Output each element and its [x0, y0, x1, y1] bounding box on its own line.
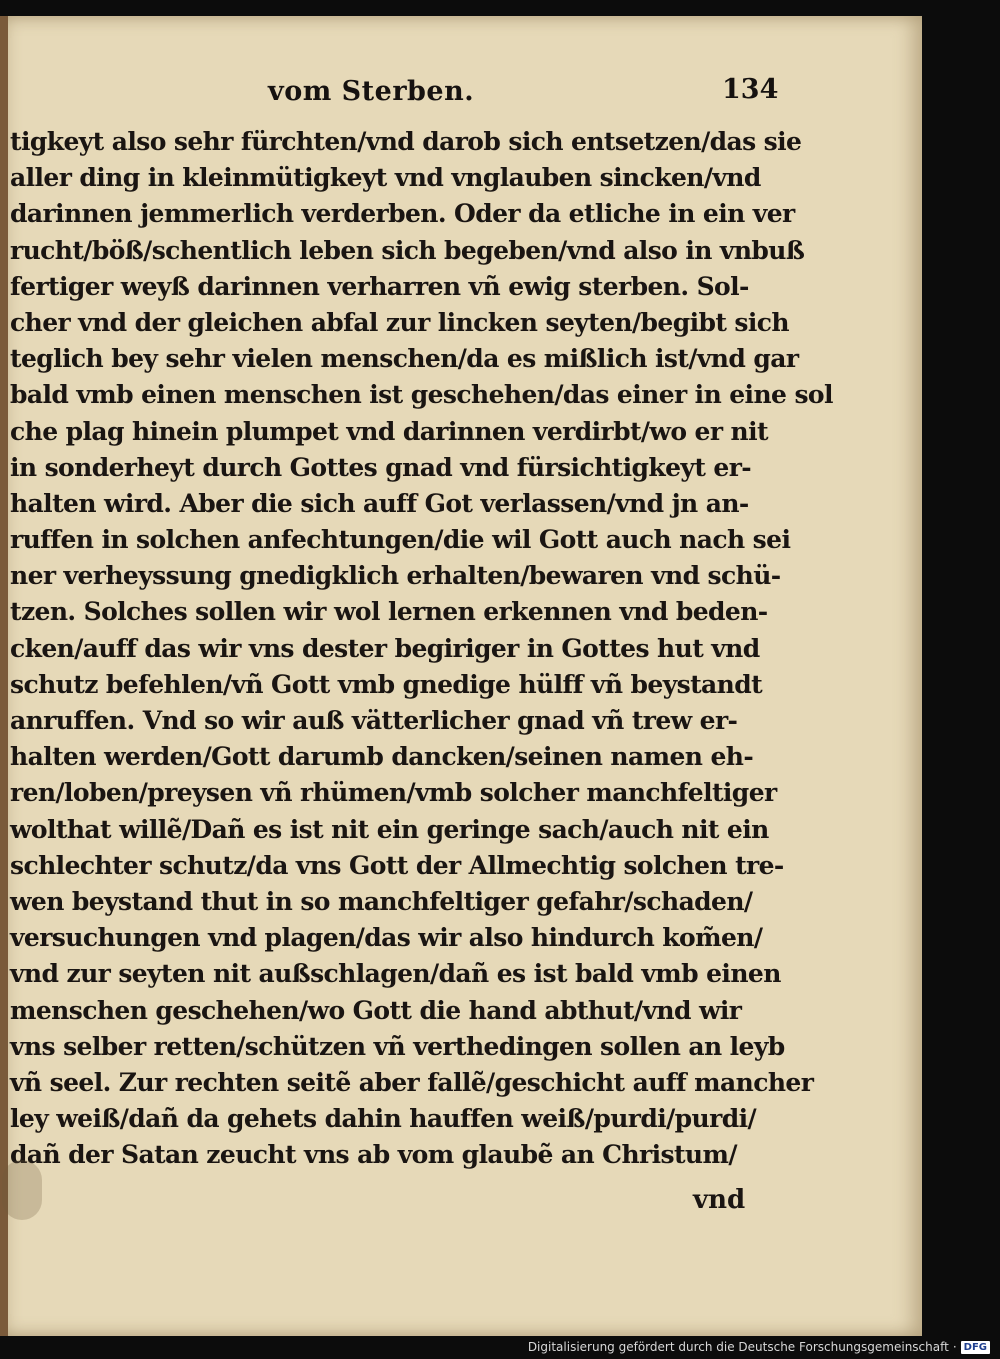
folio-number: 134	[722, 74, 779, 105]
text-line: bald vmb einen menschen ist geschehen/das einer in eine sol	[10, 380, 833, 410]
text-line: menschen geschehen/wo Gott die hand abthut/vnd wir	[10, 995, 742, 1025]
text-line: ley weiß/dañ da gehets dahin hauffen weiß/purdi/purdi/	[10, 1104, 757, 1134]
digitization-credit	[528, 1340, 990, 1354]
text-line: fertiger weyß darinnen verharren vñ ewig sterben. Sol-	[10, 271, 749, 301]
text-line: che plag hinein plumpet vnd darinnen verdirbt/wo er nit	[10, 416, 768, 446]
credit-separator: ·	[952, 1340, 957, 1354]
text-line: dañ der Satan zeucht vns ab vom glaubẽ an Christum/	[10, 1140, 737, 1170]
text-line: ruffen in solchen anfechtungen/die wil Gott auch nach sei	[10, 525, 791, 555]
text-line: in sonderheyt durch Gottes gnad vnd fürsichtigkeyt er-	[10, 452, 752, 482]
text-line: schutz befehlen/vñ Gott vmb gnedige hülff vñ beystandt	[10, 669, 763, 699]
text-line: teglich bey sehr vielen menschen/da es mißlich ist/vnd gar	[10, 344, 799, 374]
text-line: aller ding in kleinmütigkeyt vnd vnglauben sincken/vnd	[10, 163, 761, 193]
text-line: vnd zur seyten nit außschlagen/dañ es ist bald vmb einen	[10, 959, 781, 989]
running-title: vom Sterben.	[268, 76, 475, 107]
page-header	[0, 70, 922, 110]
text-line: tigkeyt also sehr fürchten/vnd darob sich entsetzen/das sie	[10, 127, 802, 156]
text-line: cher vnd der gleichen abfal zur lincken seyten/begibt sich	[10, 307, 790, 337]
text-line: halten wird. Aber die sich auff Got verlassen/vnd jn an-	[10, 488, 749, 518]
page-stain	[2, 1160, 42, 1220]
binding-edge	[0, 16, 8, 1336]
text-line: vñ seel. Zur rechten seitẽ aber fallẽ/geschicht auff mancher	[10, 1067, 814, 1097]
text-line: halten werden/Gott darumb dancken/seinen namen eh-	[10, 742, 754, 772]
text-block	[10, 124, 833, 1173]
text-line: ren/loben/preysen vñ rhümen/vmb solcher manchfeltiger	[10, 778, 777, 808]
text-line: schlechter schutz/da vns Gott der Allmechtig solchen tre-	[10, 850, 784, 880]
text-line: wolthat willẽ/Dañ es ist nit ein geringe sach/auch nit ein	[10, 814, 769, 844]
text-line: ner verheyssung gnedigklich erhalten/bewaren vnd schü-	[10, 561, 781, 591]
dfg-logo-icon: DFG	[961, 1341, 990, 1354]
text-line: vns selber retten/schützen vñ verthedingen sollen an leyb	[10, 1031, 785, 1061]
text-line: rucht/böß/schentlich leben sich begeben/vnd also in vnbuß	[10, 235, 805, 265]
text-line: wen beystand thut in so manchfeltiger gefahr/schaden/	[10, 886, 753, 916]
catchword: vnd	[693, 1185, 746, 1215]
text-line: cken/auff das wir vns dester begiriger in Gottes hut vnd	[10, 633, 760, 663]
text-line: versuchungen vnd plagen/das wir also hindurch kom̃en/	[10, 923, 763, 953]
text-line: anruffen. Vnd so wir auß vätterlicher gnad vñ trew er-	[10, 706, 738, 735]
text-line: darinnen jemmerlich verderben. Oder da etliche in ein ver	[10, 199, 795, 229]
credit-text: Digitalisierung gefördert durch die Deutsche Forschungsgemeinschaft	[527, 1340, 949, 1354]
text-line: tzen. Solches sollen wir wol lernen erkennen vnd beden-	[10, 597, 768, 627]
